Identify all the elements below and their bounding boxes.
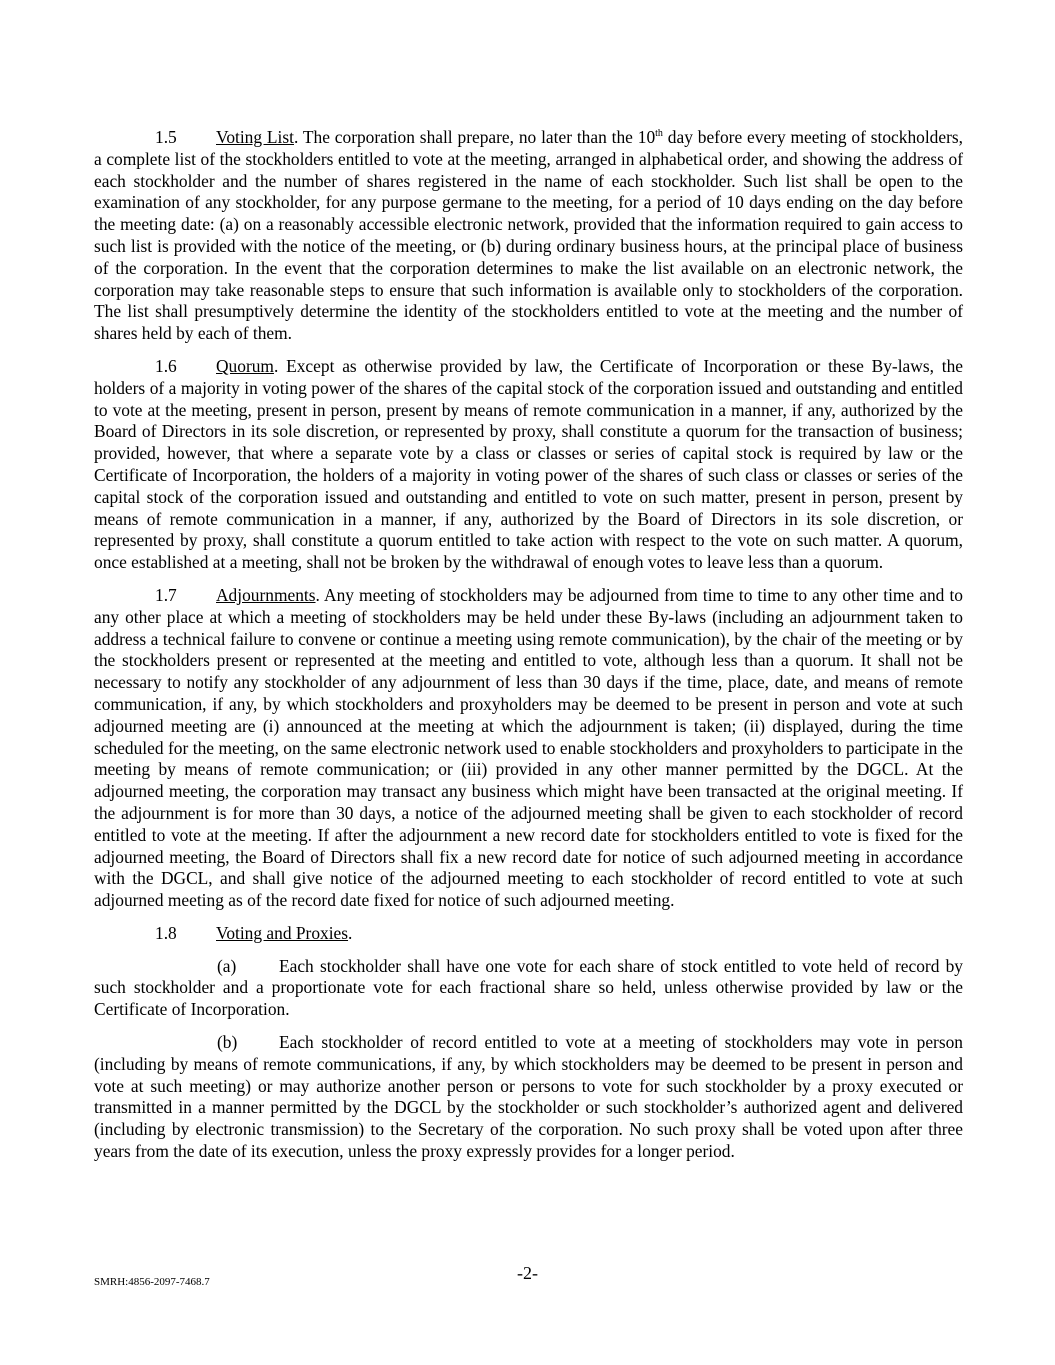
superscript: th [655,128,663,140]
section-text-continued: day before every meeting of stockholders, a complete list of the stockholders entitled to vote at the meeting, arranged in alphabetical order, and showing the address of each stockholder and the number of shares registered in the name of each stockholder. Such list shall be open to the examination of any stockholder, for any purpose germane to the meeting, for a period of 10 days ending on the day before the meeting date: (a) on a reasonably accessible electronic network, provided that the information required to gain access to such list is provided with the notice of the meeting, or (b) during ordinary business hours, at the principal place of business of the corporation. In the event that the corporation determines to make the list available on an electronic network, the corporation may take reasonable steps to ensure that such information is available only to stockholders of the corporation. The list shall presumptively determine the identity of the stockholders entitled to vote at the meeting and the number of shares held by each of them. [94,127,964,344]
section-heading: Voting and Proxies [216,922,349,943]
section-1-8 [94,923,963,945]
section-1-6 [94,356,963,574]
subsection-b [94,1032,963,1163]
document-body [94,127,963,1174]
section-1-5 [94,127,963,345]
document-id: SMRH:4856-2097-7468.7 [94,1276,210,1288]
section-text: . The corporation shall prepare, no later than the 10 [293,127,656,147]
section-1-7 [94,585,963,912]
section-number: 1.7 [155,584,177,605]
section-heading: Quorum [216,355,274,376]
subsection-label: (b) [217,1032,238,1053]
section-text: . [348,922,353,943]
section-text: . Except as otherwise provided by law, the Certificate of Incorporation or these By-laws, the holders of a majority in voting power of the shares of the capital stock of the corporation issued and outstanding and entitled to vote at the meeting, present in person, present by means of remote communication in a manner, if any, authorized by the Board of Directors in its sole discretion, or represented by proxy, shall constitute a quorum for the transaction of business; provided, however, that where a separate vote by a class or classes or series of capital stock is required by law or the Certificate of Incorporation, the holders of a majority in voting power of the shares of such class or classes or series of the capital stock of the corporation issued and outstanding and entitled to vote on such matter, present in person, present by means of remote communication in a manner, if any, authorized by the Board of Directors in its sole discretion, or represented by proxy, shall constitute a quorum entitled to take action with respect to the vote on such matter. A quorum, once established at a meeting, shall not be broken by the withdrawal of enough votes to leave less than a quorum. [94,355,963,573]
section-number: 1.8 [155,922,177,943]
section-number: 1.5 [155,127,177,147]
section-heading: Voting List [216,127,294,147]
section-number: 1.6 [155,355,177,376]
section-text: . Any meeting of stockholders may be adjourned from time to time to any other time and to any other place at which a meeting of stockholders may be held under these By-laws (including an adjournment taken to address a technical failure to convene or continue a meeting using remote communication), by the chair of the meeting or by the stockholders present or represented at the meeting and entitled to vote, although less than a quorum. It shall not be necessary to notify any stockholder of any adjournment of less than 30 days if the time, place, date, and means of remote communication, if any, by which stockholders and proxyholders may be deemed to be present in person and vote at such adjourned meeting are (i) announced at the meeting at which the adjournment is taken; (ii) displayed, during the time scheduled for the meeting, on the same electronic network used to enable stockholders and proxyholders to participate in the meeting by means of remote communication; or (iii) provided in any other manner permitted by the DGCL. At the adjourned meeting, the corporation may transact any business which might have been transacted at the original meeting. If the adjournment is for more than 30 days, a notice of the adjourned meeting shall be given to each stockholder of record entitled to vote at the meeting. If after the adjournment a new record date for stockholders entitled to vote is fixed for the adjourned meeting, the Board of Directors shall fix a new record date for notice of such adjourned meeting in accordance with the DGCL, and shall give notice of the adjourned meeting to each stockholder of record entitled to vote at such adjourned meeting as of the record date fixed for notice of such adjourned meeting. [94,584,963,911]
section-heading: Adjournments [216,584,316,605]
subsection-text: Each stockholder of record entitled to vote at a meeting of stockholders may vote in person (including by means of remote communications, if any, by which stockholders may be deemed to be present in person and vote at such meeting) or may authorize another person or persons to vote for such stockholder by a proxy executed or transmitted in a manner permitted by the DGCL by the stockholder or such stockholder’s authorized agent and delivered (including by electronic transmission) to the Secretary of the corporation. No such proxy shall be voted upon after three years from the date of its execution, unless the proxy expressly provides for a longer period. [94,1032,963,1162]
subsection-text: Each stockholder shall have one vote for each share of stock entitled to vote held of record by such stockholder and a proportionate vote for each fractional share so held, unless otherwise provided by law or the Certificate of Incorporation. [94,955,963,1020]
page-number: -2- [517,1263,538,1283]
subsection-a [94,956,963,1021]
subsection-label: (a) [217,955,237,976]
